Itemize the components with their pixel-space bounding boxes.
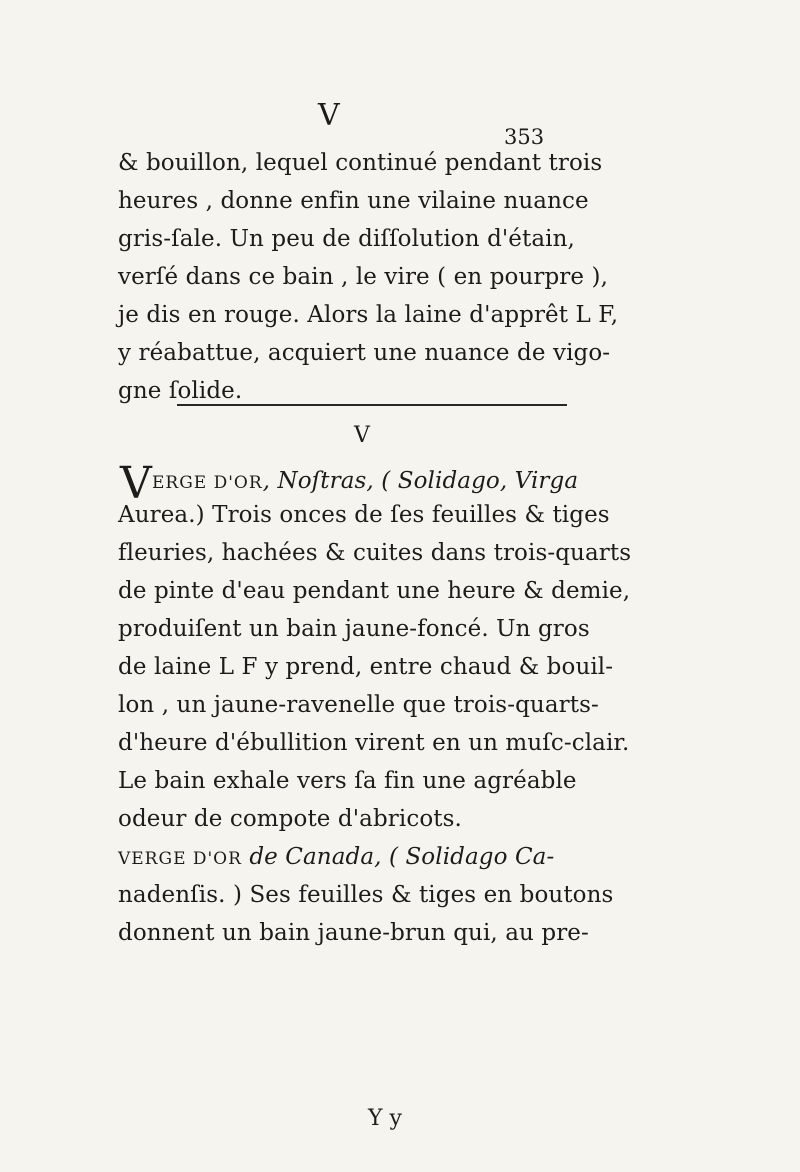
headword-rest: de Canada, ( Solidago Ca- (241, 844, 555, 870)
entry-heading-canada (118, 838, 648, 876)
paragraph-continuation (118, 144, 648, 410)
section-letter: V (354, 423, 370, 448)
entry-verge-dor (118, 496, 648, 952)
headword-rest: , Noſtras, ( Solidago, Virga (262, 468, 579, 494)
headword: VERGE D'OR (118, 849, 242, 869)
text-line: je dis en rouge. Alors la laine d'apprêt L F, (118, 302, 619, 328)
text-line: Aurea.) Trois onces de ſes feuilles & tiges (118, 502, 610, 528)
text-line: lon , un jaune-ravenelle que trois-quarts- (118, 692, 599, 718)
text-line: produiſent un bain jaune-foncé. Un gros (118, 616, 590, 642)
drop-cap: V (120, 458, 152, 509)
signature-mark: Y y (368, 1106, 402, 1131)
text-line: nadenſis. ) Ses feuilles & tiges en boutons (118, 882, 614, 908)
section-divider (177, 404, 567, 406)
text-line: donnent un bain jaune-brun qui, au pre- (118, 920, 589, 946)
running-head-letter: V (318, 98, 340, 133)
text-line: y réabattue, acquiert une nuance de vigo- (118, 340, 611, 366)
text-line: gne ſolide. (118, 378, 243, 404)
text-line: d'heure d'ébullition virent en un muſc-clair. (118, 730, 630, 756)
headword: ERGE D'OR (152, 473, 263, 493)
text-line: de laine L F y prend, entre chaud & bouil- (118, 654, 614, 680)
text-line: Le bain exhale vers ſa fin une agréable (118, 768, 577, 794)
text-line: de pinte d'eau pendant une heure & demie, (118, 578, 631, 604)
page-number: 353 (504, 125, 545, 149)
text-line: fleuries, hachées & cuites dans trois-quarts (118, 540, 632, 566)
entry-heading-line (152, 462, 682, 500)
text-line: verſé dans ce bain , le vire ( en pourpre ), (118, 264, 609, 290)
text-line: odeur de compote d'abricots. (118, 806, 462, 832)
text-line: & bouillon, lequel continué pendant trois (118, 150, 603, 176)
text-line: heures , donne enfin une vilaine nuance (118, 188, 589, 214)
text-line: gris-ſale. Un peu de diſſolution d'étain, (118, 226, 575, 252)
